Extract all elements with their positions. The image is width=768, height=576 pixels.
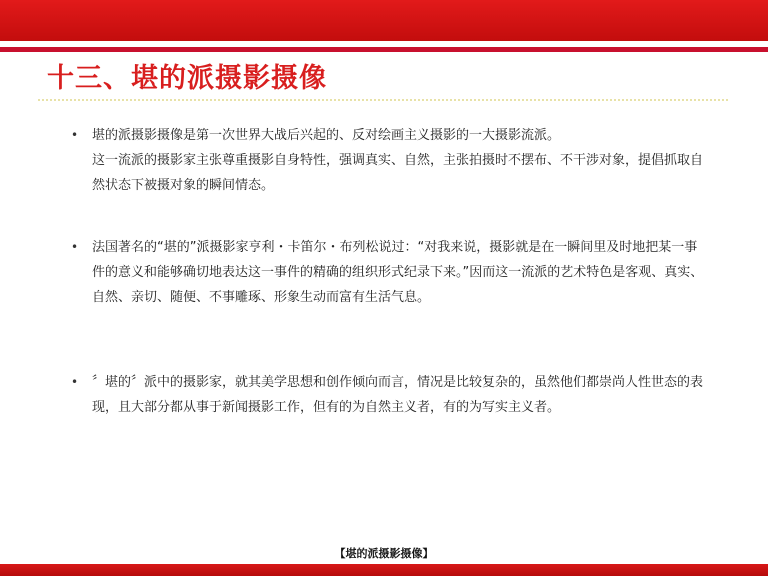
bullet-1-line-2: 这一流派的摄影家主张尊重摄影自身特性，强调真实、自然，主张拍摄时不摆布、不干涉对象，提倡抓取自然状态下被摄对象的瞬间情态。: [92, 153, 704, 193]
bullet-1-line-1: 堪的派摄影摄像是第一次世界大战后兴起的、反对绘画主义摄影的一大摄影流派。: [92, 128, 561, 143]
bullet-paragraph-1: [92, 123, 704, 198]
header-red-band: [0, 0, 768, 41]
bullet-marker: •: [71, 128, 79, 142]
bullet-2-line-1: 法国著名的“堪的”派摄影家亨利・卡笛尔・布列松说过：“对我来说，摄影就是在一瞬间里及时地把某一事件的意义和能够确切地表达这一事件的精确的组织形式纪录下来。”因而这一流派的艺术特色是客观、真实、自然、亲切、随便、不事雕琢、形象生动而富有生活气息。: [92, 240, 704, 305]
slide-footer: 【堪的派摄影摄像】: [334, 547, 434, 560]
slide-title: 十三、堪的派摄影摄像: [47, 63, 327, 94]
bullet-paragraph-3: [92, 370, 704, 420]
title-divider: [38, 99, 728, 101]
bullet-marker: •: [71, 240, 79, 254]
footer-red-band: [0, 564, 768, 576]
bullet-paragraph-2: [92, 235, 704, 310]
bullet-3-line-1: 〞堪的〞派中的摄影家，就其美学思想和创作倾向而言，情况是比较复杂的，虽然他们都崇尚人性世态的表现，且大部分都从事于新闻摄影工作，但有的为自然主义者，有的为写实主义者。: [92, 375, 704, 415]
bullet-marker: •: [71, 375, 79, 389]
header-thin-stripe: [0, 47, 768, 52]
